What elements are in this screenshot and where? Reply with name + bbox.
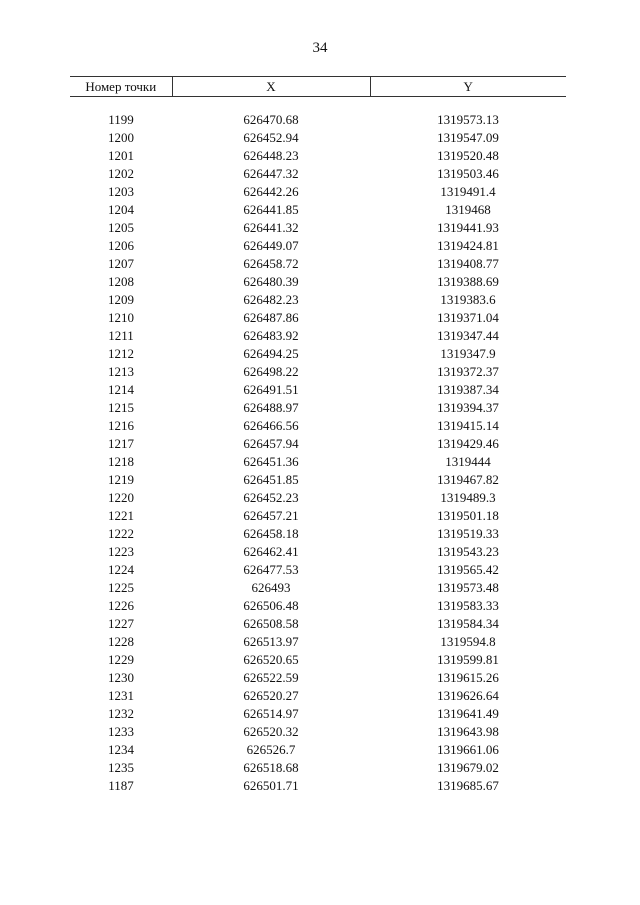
cell-point-number: 1207 [108,256,134,271]
cell-x: 626487.86 [243,310,299,325]
cell-point-number: 1211 [108,328,134,343]
table-row [70,129,566,147]
cell-point-number: 1206 [108,238,134,253]
cell-x: 626447.32 [243,166,299,181]
table-row [70,219,566,237]
cell-y: 1319371.04 [437,310,499,325]
cell-x: 626449.07 [243,238,299,253]
cell-y: 1319584.34 [437,616,499,631]
cell-point-number: 1231 [108,688,134,703]
cell-point-number: 1229 [108,652,134,667]
table-row [70,111,566,129]
column-header-point-number: Номер точки [70,77,172,97]
cell-point-number: 1232 [108,706,134,721]
cell-x: 626458.18 [243,526,299,541]
cell-point-number: 1226 [108,598,134,613]
column-header-y: Y [370,77,566,97]
cell-point-number: 1214 [108,382,134,397]
cell-y: 1319583.33 [437,598,499,613]
table-row [70,399,566,417]
table-row [70,687,566,705]
cell-y: 1319573.48 [437,580,499,595]
table-row [70,669,566,687]
cell-point-number: 1213 [108,364,134,379]
page-number: 34 [312,40,328,56]
cell-y: 1319394.37 [437,400,499,415]
cell-x: 626448.23 [243,148,299,163]
cell-x: 626488.97 [243,400,299,415]
table-row [70,489,566,507]
table-row [70,147,566,165]
cell-point-number: 1227 [108,616,134,631]
cell-y: 1319520.48 [437,148,499,163]
cell-x: 626526.7 [246,742,296,757]
cell-y: 1319468 [445,202,491,217]
table-row [70,309,566,327]
cell-y: 1319444 [445,454,491,469]
cell-point-number: 1220 [108,490,134,505]
table-row [70,327,566,345]
cell-y: 1319547.09 [437,130,499,145]
cell-point-number: 1221 [108,508,134,523]
cell-x: 626466.56 [243,418,299,433]
cell-y: 1319408.77 [437,256,499,271]
table-row [70,651,566,669]
table-row [70,579,566,597]
cell-y: 1319573.13 [437,112,499,127]
cell-point-number: 1200 [108,130,134,145]
cell-x: 626506.48 [243,598,299,613]
cell-point-number: 1230 [108,670,134,685]
cell-y: 1319643.98 [437,724,499,739]
cell-y: 1319415.14 [437,418,499,433]
cell-x: 626477.53 [243,562,299,577]
cell-y: 1319685.67 [437,778,499,793]
cell-x: 626520.27 [243,688,299,703]
cell-y: 1319503.46 [437,166,499,181]
cell-point-number: 1202 [108,166,134,181]
cell-x: 626494.25 [243,346,299,361]
cell-point-number: 1204 [108,202,134,217]
cell-y: 1319626.64 [437,688,499,703]
cell-x: 626462.41 [243,544,299,559]
cell-x: 626482.23 [243,292,299,307]
table-row [70,525,566,543]
table-row [70,741,566,759]
cell-y: 1319641.49 [437,706,499,721]
column-header-x: X [172,77,370,97]
cell-y: 1319429.46 [437,436,499,451]
cell-point-number: 1233 [108,724,134,739]
cell-x: 626493 [251,580,291,595]
cell-point-number: 1210 [108,310,134,325]
cell-x: 626498.22 [243,364,299,379]
cell-x: 626457.94 [243,436,299,451]
table-row [70,273,566,291]
cell-point-number: 1228 [108,634,134,649]
cell-x: 626520.65 [243,652,299,667]
cell-y: 1319594.8 [440,634,496,649]
table-row [70,615,566,633]
table-row [70,633,566,651]
cell-point-number: 1199 [108,112,134,127]
cell-x: 626518.68 [243,760,299,775]
cell-y: 1319519.33 [437,526,499,541]
cell-x: 626457.21 [243,508,299,523]
cell-y: 1319501.18 [437,508,499,523]
table-row [70,561,566,579]
cell-x: 626513.97 [243,634,299,649]
cell-x: 626452.94 [243,130,299,145]
cell-y: 1319387.34 [437,382,499,397]
cell-x: 626522.59 [243,670,299,685]
table-row [70,183,566,201]
cell-y: 1319679.02 [437,760,499,775]
cell-y: 1319347.9 [440,346,496,361]
cell-point-number: 1209 [108,292,134,307]
cell-point-number: 1224 [108,562,134,577]
cell-x: 626483.92 [243,328,299,343]
cell-y: 1319424.81 [437,238,499,253]
cell-y: 1319543.23 [437,544,499,559]
table-row [70,723,566,741]
cell-y: 1319441.93 [437,220,499,235]
cell-x: 626451.85 [243,472,299,487]
cell-y: 1319491.4 [440,184,496,199]
cell-point-number: 1217 [108,436,134,451]
cell-x: 626480.39 [243,274,299,289]
cell-point-number: 1219 [108,472,134,487]
table-row [70,777,566,795]
cell-x: 626514.97 [243,706,299,721]
cell-point-number: 1201 [108,148,134,163]
cell-y: 1319661.06 [437,742,499,757]
cell-y: 1319489.3 [440,490,496,505]
cell-x: 626451.36 [243,454,299,469]
table-row [70,759,566,777]
table-row [70,705,566,723]
cell-point-number: 1212 [108,346,134,361]
cell-x: 626501.71 [243,778,299,793]
cell-y: 1319383.6 [440,292,496,307]
table-row [70,435,566,453]
table-body [70,97,566,796]
table-row [70,291,566,309]
table-row [70,201,566,219]
cell-x: 626452.23 [243,490,299,505]
table-row [70,507,566,525]
cell-point-number: 1216 [108,418,134,433]
cell-point-number: 1208 [108,274,134,289]
coordinates-table [70,76,566,795]
table-row [70,597,566,615]
cell-y: 1319565.42 [437,562,499,577]
cell-y: 1319599.81 [437,652,499,667]
table-row [70,471,566,489]
cell-point-number: 1235 [108,760,134,775]
table-row [70,165,566,183]
cell-x: 626441.32 [243,220,299,235]
table-row [70,417,566,435]
cell-point-number: 1225 [108,580,134,595]
cell-y: 1319372.37 [437,364,499,379]
cell-point-number: 1203 [108,184,134,199]
cell-x: 626520.32 [243,724,299,739]
table-row [70,237,566,255]
cell-y: 1319615.26 [437,670,499,685]
table-row [70,363,566,381]
table-row [70,255,566,273]
cell-point-number: 1234 [108,742,134,757]
table-row [70,543,566,561]
table-row [70,453,566,471]
cell-x: 626441.85 [243,202,299,217]
cell-y: 1319467.82 [437,472,499,487]
cell-point-number: 1205 [108,220,134,235]
cell-point-number: 1218 [108,454,134,469]
cell-y: 1319347.44 [437,328,499,343]
table-header-row [70,77,566,97]
cell-x: 626442.26 [243,184,299,199]
cell-point-number: 1222 [108,526,134,541]
cell-point-number: 1187 [108,778,134,793]
table-row [70,345,566,363]
cell-x: 626470.68 [243,112,299,127]
cell-x: 626508.58 [243,616,299,631]
cell-y: 1319388.69 [437,274,499,289]
table-row [70,381,566,399]
cell-point-number: 1215 [108,400,134,415]
cell-x: 626458.72 [243,256,299,271]
cell-x: 626491.51 [243,382,299,397]
cell-point-number: 1223 [108,544,134,559]
